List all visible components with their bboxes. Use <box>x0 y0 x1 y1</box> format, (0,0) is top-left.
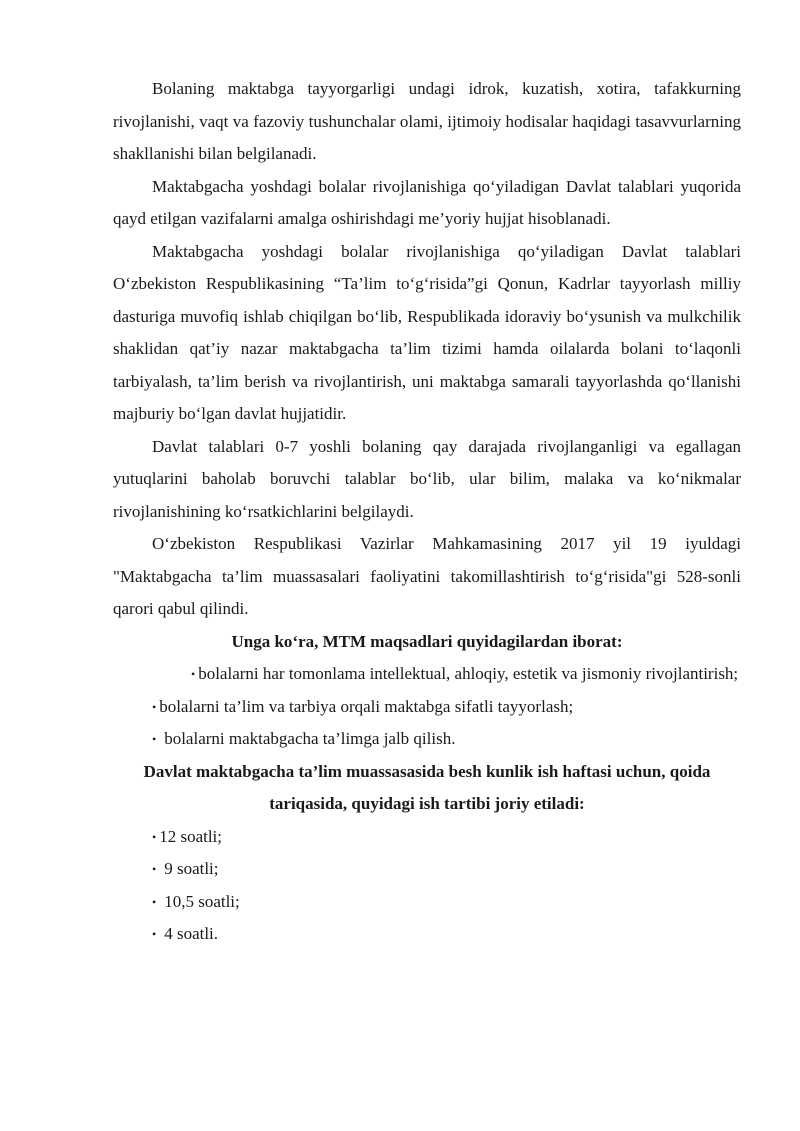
bullet-icon: • <box>152 829 157 844</box>
schedule-item <box>113 821 741 854</box>
goal-text: bolalarni har tomonlama intellektual, ahloqiy, estetik va jismoniy rivojlantirish; <box>198 664 739 683</box>
heading-schedule: Davlat maktabgacha ta’lim muassasasida besh kunlik ish haftasi uchun, qoida tariqasida, quyidagi ish tartibi joriy etiladi: <box>143 761 711 813</box>
schedule-text: 9 soatli; <box>164 859 219 878</box>
bullet-icon: • <box>191 667 196 681</box>
goal-item <box>113 658 741 691</box>
schedule-text: 10,5 soatli; <box>164 891 240 911</box>
bullet-icon: • <box>152 927 157 941</box>
bullet-icon: • <box>152 894 157 909</box>
paragraph-state-requirements: Maktabgacha yoshdagi bolalar rivojlanishiga qo‘yiladigan Davlat talablari yuqorida qayd etilgan vazifalarni amalga oshirishdagi me’yoriy hujjat hisoblanadi. <box>113 176 741 228</box>
paragraph-readiness: Bolaning maktabga tayyorgarligi undagi idrok, kuzatish, xotira, tafakkurning rivojlanishi, vaqt va fazoviy tushunchalar olami, ijtimoiy hodisalar haqidagi tasavvurlarning shakllanishi bilan belgilanadi. <box>113 79 741 163</box>
schedule-item <box>113 918 741 951</box>
heading-goals: Unga ko‘ra, MTM maqsadlari quyidagilardan iborat: <box>231 631 623 651</box>
schedule-text: 12 soatli; <box>159 826 223 846</box>
goal-text: bolalarni maktabgacha ta’limga jalb qilish. <box>164 729 456 748</box>
bullet-icon: • <box>152 699 157 714</box>
goal-text: bolalarni ta’lim va tarbiya orqali maktabga sifatli tayyorlash; <box>159 696 574 716</box>
goal-item <box>113 723 741 756</box>
schedule-item <box>113 853 741 886</box>
schedule-text: 4 soatli. <box>164 924 219 943</box>
document-page <box>113 73 741 951</box>
goal-item <box>113 691 741 724</box>
paragraph-age-requirements: Davlat talablari 0-7 yoshli bolaning qay darajada rivojlanganligi va egallagan yutuqlarini baholab boruvchi talablar bo‘lib, ular bilim, malaka va ko‘nikmalar rivojlanishining ko‘rsatkichlarini belgilaydi. <box>113 436 741 521</box>
paragraph-legal-basis: Maktabgacha yoshdagi bolalar rivojlanishiga qo‘yiladigan Davlat talablari O‘zbekiston Respublikasining “Ta’lim to‘g‘risida”gi Qonun, Kadrlar tayyorlash milliy dasturiga muvofiq ishlab chiqilgan bo‘lib, Respublikada idoraviy bo‘ysunish va mulkchilik shaklidan qat’iy nazar maktabgacha ta’lim tizimi hamda oilalarda bolani to‘laqonli tarbiyalash, ta’lim berish va rivojlantirish, uni maktabga samarali tayyorlashda qo‘llanishi majburiy bo‘lgan davlat hujjatidir. <box>113 241 741 423</box>
bullet-icon: • <box>152 732 157 746</box>
paragraph-resolution: O‘zbekiston Respublikasi Vazirlar Mahkamasining 2017 yil 19 iyuldagi "Maktabgacha ta’lim muassasalari faoliyatini takomillashtirish to‘g‘risida"gi 528-sonli qarori qabul qilindi. <box>113 534 741 618</box>
bullet-icon: • <box>152 862 157 876</box>
schedule-item <box>113 886 741 919</box>
